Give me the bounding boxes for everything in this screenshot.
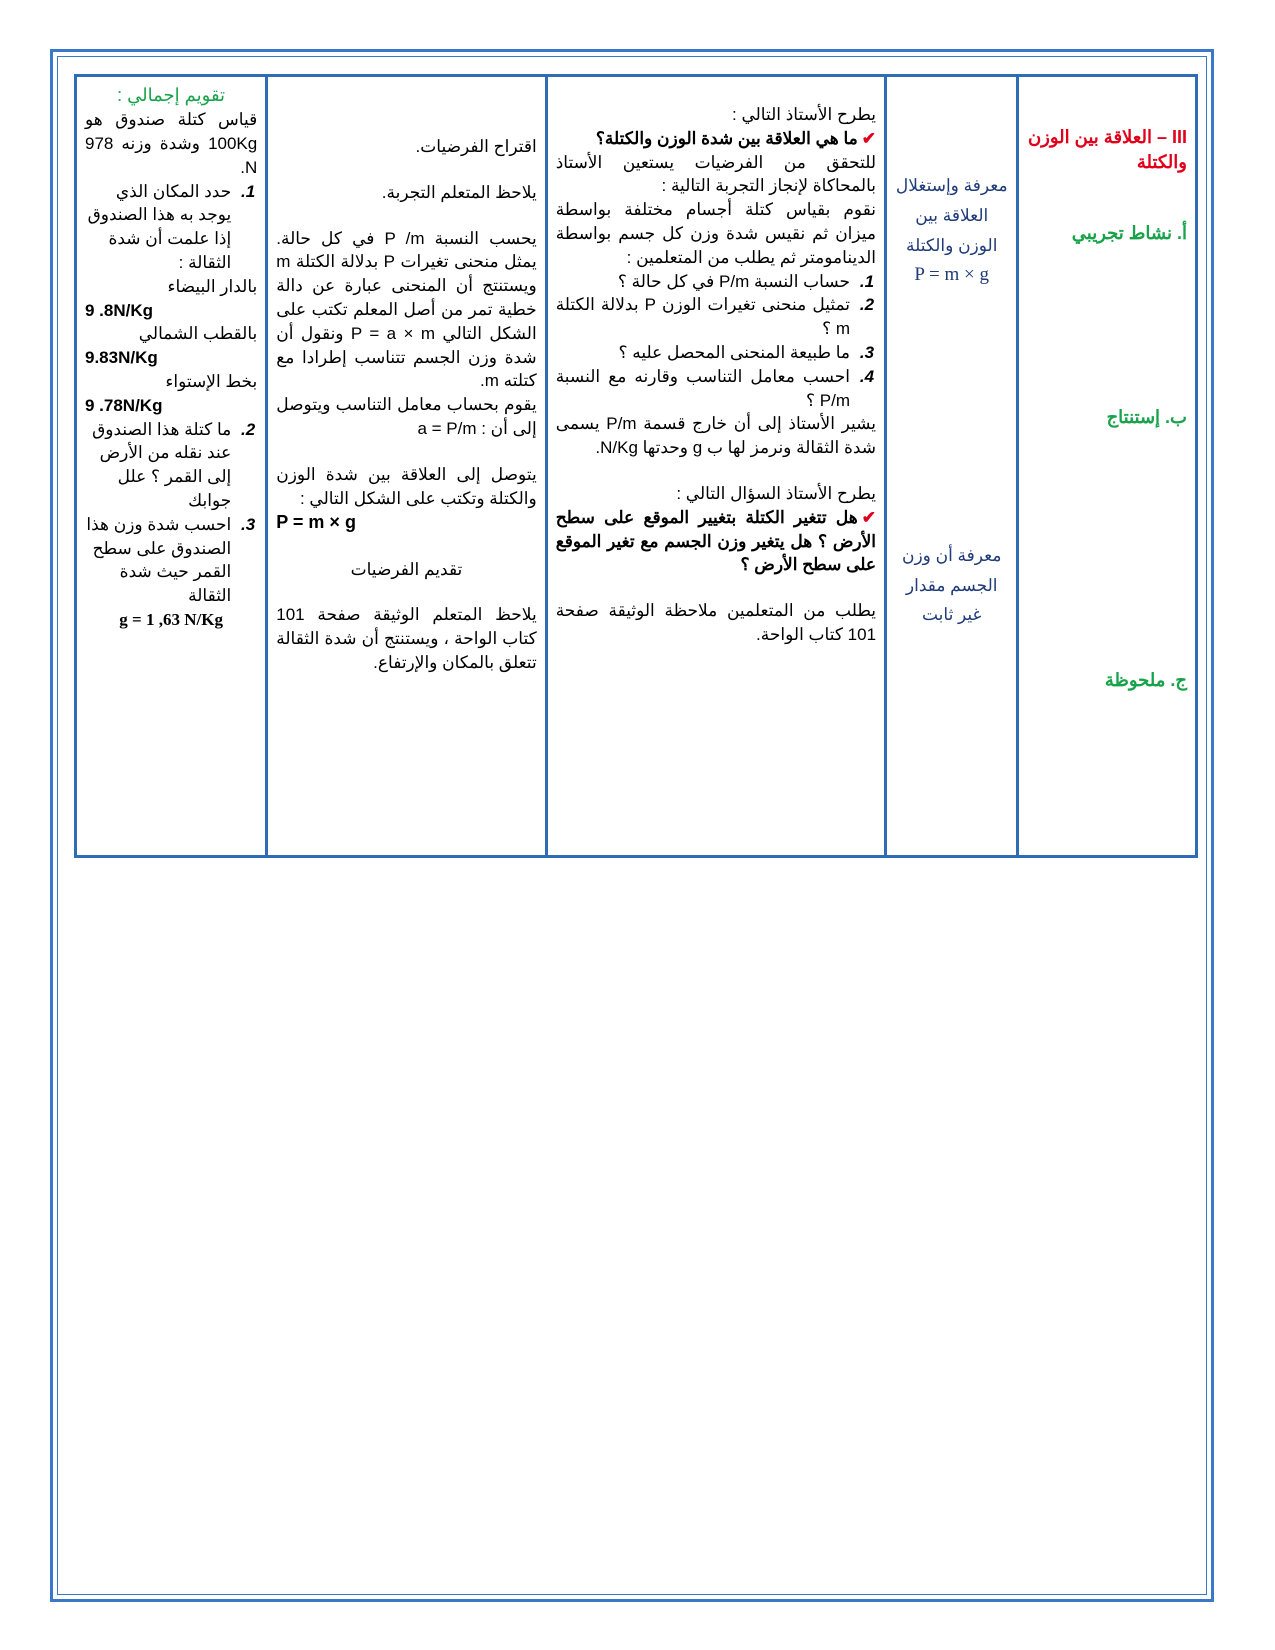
stage-column bbox=[1018, 76, 1197, 857]
checkmark-icon: ✔ bbox=[861, 128, 877, 148]
learner-present: تقديم الفرضيات bbox=[350, 559, 463, 579]
evaluation-place: بخط الإستواء 9 .78N/Kg bbox=[85, 371, 258, 415]
teacher-g-note: يشير الأستاذ إلى أن خارج قسمة P/m يسمى شدة الثقالة ونرمز لها ب g وحدتها N/Kg. bbox=[555, 414, 877, 458]
evaluation-intro: قياس كتلة صندوق هو 100Kg وشدة وزنه 978 N. bbox=[85, 110, 258, 177]
teacher-intro: يطرح الأستاذ التالي : bbox=[732, 105, 877, 124]
stage-a: أ. نشاط تجريبي bbox=[1071, 223, 1187, 244]
evaluation-questions bbox=[85, 180, 257, 275]
learner-coefficient: يقوم بحساب معامل التناسب ويتوصل إلى أن : a = P/m bbox=[276, 395, 537, 438]
learner-document: يلاحظ المتعلم الوثيقة صفحة 101 كتاب الواحة ، ويستنتج أن شدة الثقالة تتعلق بالمكان والإرتفاع. bbox=[276, 605, 537, 672]
teacher-steps bbox=[556, 270, 876, 413]
evaluation-place: بالقطب الشمالي 9.83N/Kg bbox=[85, 324, 258, 368]
stage-c: ج. ملحوظة bbox=[1104, 669, 1187, 690]
teacher-question-2: هل تتغير الكتلة بتغيير الموقع على سطح الأرض ؟ هل يتغير وزن الجسم مع تغير الموقع على سطح الأرض ؟ bbox=[555, 507, 877, 575]
teacher-procedure: نقوم بقياس كتلة أجسام مختلفة بواسطة ميزان ثم نقيس شدة وزن كل جسم بواسطة الدينامومتر ثم يطلب من المتعلمين : bbox=[555, 200, 877, 267]
lesson-table bbox=[74, 74, 1198, 858]
evaluation-moon-g: g = 1 ,63 N/Kg bbox=[119, 609, 223, 629]
objective-2: معرفة أن وزن الجسم مقدار غير ثابت bbox=[901, 545, 1002, 625]
evaluation-place: بالدار البيضاء 9 .8N/Kg bbox=[85, 276, 258, 320]
learner-formula: P = m × g bbox=[276, 512, 356, 533]
list-item: 3. ما طبيعة المنحنى المحصل عليه ؟ bbox=[618, 342, 875, 362]
list-item: 1. حدد المكان الذي يوجد به هذا الصندوق إذا علمت أن شدة الثقالة : bbox=[87, 181, 256, 272]
teacher-intro-2: يطرح الأستاذ السؤال التالي : bbox=[676, 483, 877, 503]
learner-compute: يحسب النسبة P /m في كل حالة. يمثل منحنى تغيرات P بدلالة الكتلة m ويستنتج أن المنحنى عبارة عن دالة خطية تمر من أصل المعلم تكتب على الشكل التالي P = a × m ونقول أن شدة وزن الجسم تتناسب إطرادا مع كتلته m. bbox=[276, 228, 537, 391]
list-item: 4. احسب معامل التناسب وقارنه مع النسبة P/m ؟ bbox=[555, 366, 875, 410]
evaluation-title: تقويم إجمالي : bbox=[117, 85, 226, 105]
learner-relation: يتوصل إلى العلاقة بين شدة الوزن والكتلة وتكتب على الشكل التالي : bbox=[276, 464, 537, 508]
evaluation-questions bbox=[85, 418, 257, 608]
table-row bbox=[76, 76, 1197, 857]
learner-hypotheses: اقتراح الفرضيات. bbox=[415, 137, 537, 156]
list-item: 3. احسب شدة وزن هذا الصندوق على سطح القمر حيث شدة الثقالة bbox=[86, 514, 256, 606]
list-item: 2. ما كتلة هذا الصندوق عند نقله من الأرض إلى القمر ؟ علل جوابك bbox=[92, 419, 256, 510]
objective-1: معرفة وإستغلال العلاقة بين الوزن والكتلة bbox=[895, 176, 1008, 255]
objective-formula: P = m × g bbox=[914, 264, 989, 286]
stage-b: ب. إستنتاج bbox=[1106, 406, 1187, 427]
teacher-document: يطلب من المتعلمين ملاحظة الوثيقة صفحة 101 كتاب الواحة. bbox=[555, 601, 877, 644]
learner-observe: يلاحظ المتعلم التجربة. bbox=[381, 182, 537, 202]
learner-column bbox=[267, 76, 546, 857]
list-item: 1. حساب النسبة P/m في كل حالة ؟ bbox=[617, 271, 875, 291]
teacher-simulation: للتحقق من الفرضيات يستعين الأستاذ بالمحاكاة لإنجاز التجربة التالية : bbox=[555, 152, 877, 196]
teacher-column bbox=[546, 76, 885, 857]
evaluation-column bbox=[76, 76, 267, 857]
list-item: 2. تمثيل منحنى تغيرات الوزن P بدلالة الكتلة m ؟ bbox=[555, 295, 875, 339]
stage-title: III – العلاقة بين الوزن والكتلة bbox=[1027, 127, 1187, 173]
teacher-question-1: ما هي العلاقة بين شدة الوزن والكتلة؟ bbox=[595, 128, 858, 148]
checkmark-icon: ✔ bbox=[861, 507, 877, 527]
objectives-column bbox=[886, 76, 1018, 857]
